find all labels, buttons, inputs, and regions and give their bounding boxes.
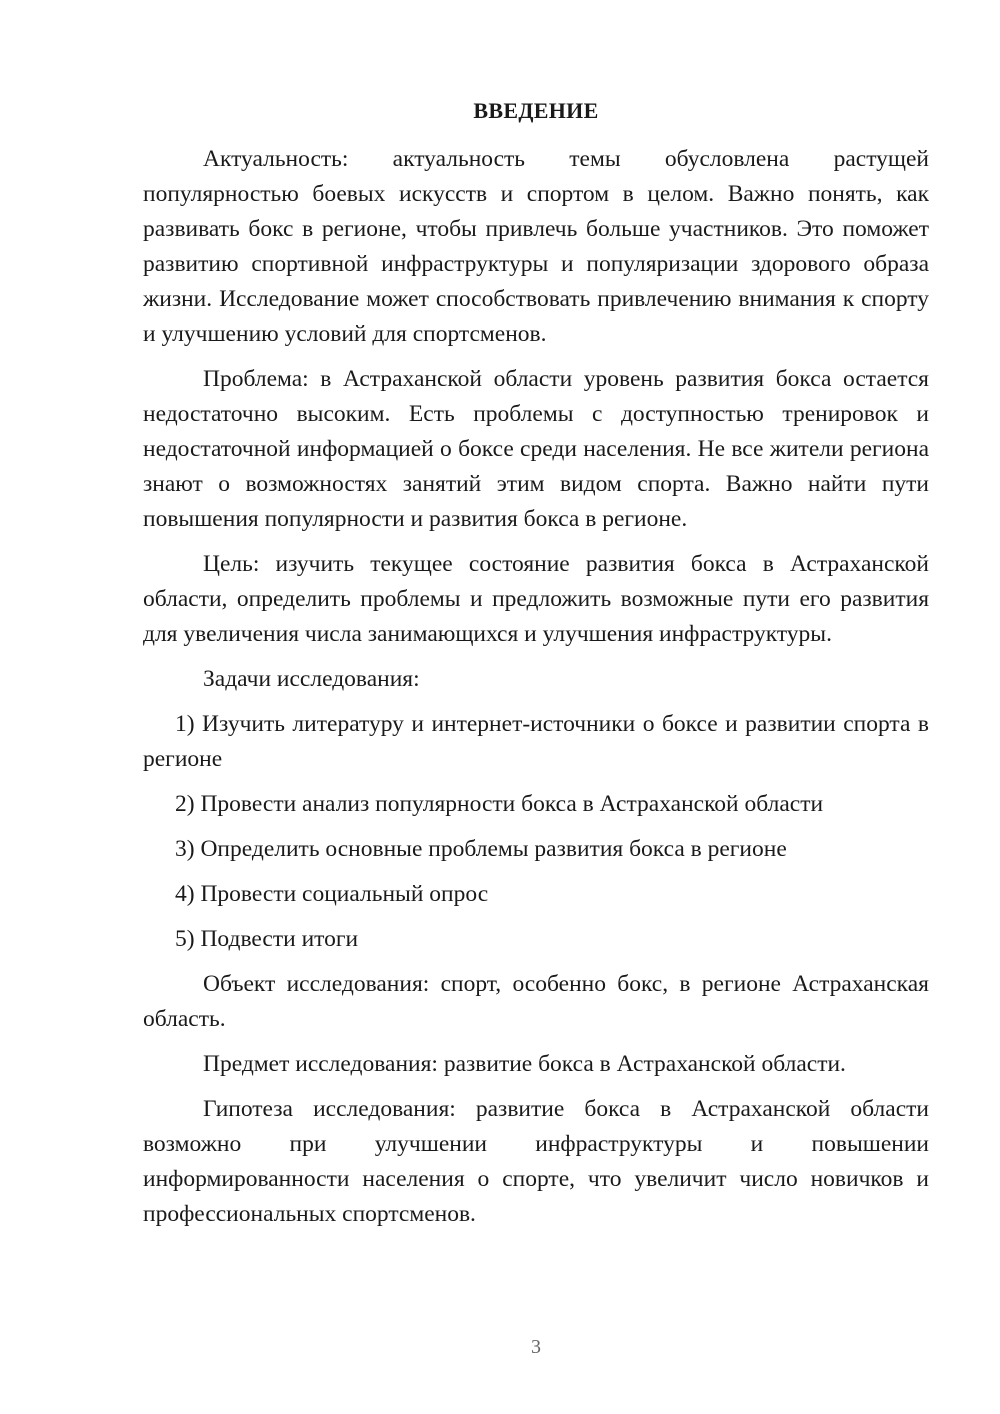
paragraph-subject: Предмет исследования: развитие бокса в Астраханской области. [203,1051,846,1077]
task-item-1: 1) Изучить литературу и интернет-источники о боксе и развитии спорта в регионе [143,711,929,772]
task-item-4: 4) Провести социальный опрос [175,881,489,907]
paragraph-problem: Проблема: в Астраханской области уровень развития бокса остается недостаточно высоким. Есть проблемы с доступностью тренировок и недостаточной информацией о боксе среди населения. Не все жители региона знают о возможностях занятий этим видом спорта. Важно найти пути повышения популярности и развития бокса в регионе. [143,366,929,532]
paragraph-goal: Цель: изучить текущее состояние развития бокса в Астраханской области, определить проблемы и предложить возможные пути его развития для увеличения числа занимающихся и улучшения инфраструктуры. [143,551,929,647]
page-title: ВВЕДЕНИЕ [473,98,599,123]
task-item-3: 3) Определить основные проблемы развития бокса в регионе [175,836,787,862]
document-body [143,142,929,1242]
paragraph-object: Объект исследования: спорт, особенно бокс, в регионе Астраханская область. [143,971,929,1032]
paragraph-relevance: Актуальность: актуальность темы обусловлена растущей популярностью боевых искусств и спортом в целом. Важно понять, как развивать бокс в регионе, чтобы привлечь больше участников. Это поможет развитию спортивной инфраструктуры и популяризации здорового образа жизни. Исследование может способствовать привлечению внимания к спорту и улучшению условий для спортсменов. [143,146,929,347]
tasks-heading: Задачи исследования: [203,666,420,692]
task-item-2: 2) Провести анализ популярности бокса в Астраханской области [175,791,824,817]
paragraph-hypothesis: Гипотеза исследования: развитие бокса в Астраханской области возможно при улучшении инфраструктуры и повышении информированности населения о спорте, что увеличит число новичков и профессиональных спортсменов. [143,1096,929,1227]
page-number: 3 [531,1336,541,1358]
task-item-5: 5) Подвести итоги [175,926,359,952]
